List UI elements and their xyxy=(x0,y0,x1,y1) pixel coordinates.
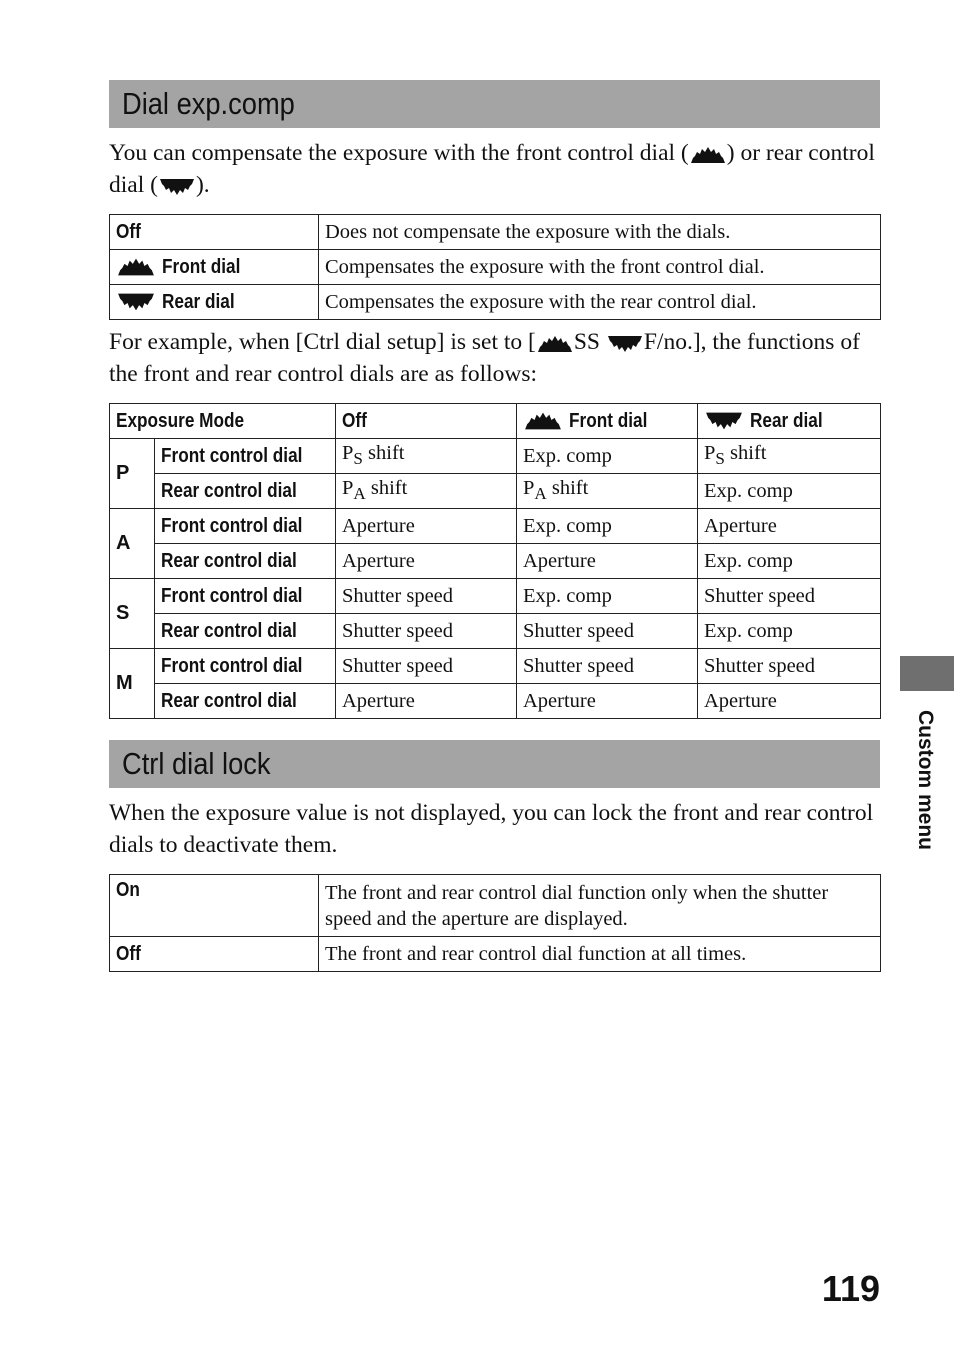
front-cell: $P_A$ shift xyxy=(517,474,698,509)
front-cell: Exp. comp xyxy=(517,509,698,544)
option-label: Off xyxy=(110,215,319,250)
table-row xyxy=(110,649,881,684)
side-tab-marker xyxy=(900,656,954,691)
header-front-dial: Front dial xyxy=(517,404,698,439)
front-cell: Aperture xyxy=(517,684,698,719)
table-header-row xyxy=(110,404,881,439)
example-paragraph xyxy=(109,326,884,390)
intro-text-a: You can compensate the exposure with the front control dial ( xyxy=(109,140,689,166)
lock-intro-paragraph: When the exposure value is not displayed, you can lock the front and rear control dials to deactivate them. xyxy=(109,800,874,858)
option-row-on xyxy=(110,875,881,937)
off-cell: Aperture xyxy=(336,684,517,719)
dial-cell: Front control dial xyxy=(155,649,336,684)
rear-dial-icon xyxy=(116,292,156,312)
off-cell: Aperture xyxy=(336,544,517,579)
mode-cell-s: S xyxy=(110,579,155,649)
option-description: Compensates the exposure with the front control dial. xyxy=(319,250,881,285)
example-text-fno: F/no.], the functions of the front and rear control dials are as follows: xyxy=(109,329,860,387)
option-label: Front dial xyxy=(110,250,319,285)
side-tab-label: Custom menu xyxy=(914,709,937,850)
section-heading-dial-exp-comp xyxy=(109,80,880,128)
intro-text-b: ) or rear control dial ( xyxy=(109,140,875,198)
intro-text-c: ). xyxy=(195,172,210,198)
option-row-off xyxy=(110,937,881,972)
option-label: Off xyxy=(110,937,319,972)
rear-cell: Exp. comp xyxy=(698,544,881,579)
front-dial-icon xyxy=(523,411,563,431)
header-rear-dial: Rear dial xyxy=(698,404,881,439)
dial-cell: Rear control dial xyxy=(155,474,336,509)
table-row xyxy=(110,684,881,719)
table-row xyxy=(110,474,881,509)
option-label: Rear dial xyxy=(110,285,319,320)
section-heading-ctrl-dial-lock xyxy=(109,740,880,788)
table-row xyxy=(110,439,881,474)
dial-cell: Rear control dial xyxy=(155,544,336,579)
ctrl-dial-lock-options-table xyxy=(109,874,881,972)
option-row-rear-dial xyxy=(110,285,881,320)
mode-cell-m: M xyxy=(110,649,155,719)
option-description: The front and rear control dial function at all times. xyxy=(319,937,881,972)
dial-cell: Front control dial xyxy=(155,439,336,474)
rear-cell: Exp. comp xyxy=(698,474,881,509)
page-number: 119 xyxy=(821,1268,880,1309)
front-cell: Exp. comp xyxy=(517,439,698,474)
front-cell: Exp. comp xyxy=(517,579,698,614)
intro-paragraph xyxy=(109,137,884,201)
option-description: Compensates the exposure with the rear control dial. xyxy=(319,285,881,320)
dial-cell: Front control dial xyxy=(155,509,336,544)
option-label: On xyxy=(110,875,319,937)
rear-cell: Shutter speed xyxy=(698,649,881,684)
dial-cell: Rear control dial xyxy=(155,684,336,719)
exposure-mode-table xyxy=(109,403,881,719)
off-cell: $P_S$ shift xyxy=(336,439,517,474)
option-row-front-dial xyxy=(110,250,881,285)
option-description: The front and rear control dial function only when the shutter speed and the aperture are displayed. xyxy=(319,875,881,937)
dial-exp-comp-options-table xyxy=(109,214,881,320)
rear-cell: Aperture xyxy=(698,509,881,544)
front-cell: Aperture xyxy=(517,544,698,579)
section-title: Dial exp.comp xyxy=(122,86,295,121)
mode-cell-p: P xyxy=(110,439,155,509)
option-row-off xyxy=(110,215,881,250)
rear-cell: Shutter speed xyxy=(698,579,881,614)
front-dial-icon xyxy=(689,146,727,164)
mode-cell-a: A xyxy=(110,509,155,579)
example-text-ss: SS xyxy=(573,329,600,355)
header-exposure-mode: Exposure Mode xyxy=(110,404,336,439)
table-row xyxy=(110,579,881,614)
off-cell: Shutter speed xyxy=(336,579,517,614)
rear-dial-icon xyxy=(158,178,196,196)
front-cell: Shutter speed xyxy=(517,614,698,649)
dial-cell: Front control dial xyxy=(155,579,336,614)
off-cell: Shutter speed xyxy=(336,649,517,684)
rear-dial-icon xyxy=(704,411,744,431)
table-row xyxy=(110,544,881,579)
rear-cell: $P_S$ shift xyxy=(698,439,881,474)
section-title: Ctrl dial lock xyxy=(122,746,271,781)
front-cell: Shutter speed xyxy=(517,649,698,684)
front-dial-icon xyxy=(116,257,156,277)
rear-cell: Aperture xyxy=(698,684,881,719)
example-text-a: For example, when [Ctrl dial setup] is set to [ xyxy=(109,329,536,355)
rear-dial-icon xyxy=(606,335,644,353)
table-row xyxy=(110,509,881,544)
header-off: Off xyxy=(336,404,517,439)
option-description: Does not compensate the exposure with the dials. xyxy=(319,215,881,250)
front-dial-icon xyxy=(536,335,574,353)
rear-cell: Exp. comp xyxy=(698,614,881,649)
off-cell: $P_A$ shift xyxy=(336,474,517,509)
dial-cell: Rear control dial xyxy=(155,614,336,649)
off-cell: Shutter speed xyxy=(336,614,517,649)
table-row xyxy=(110,614,881,649)
off-cell: Aperture xyxy=(336,509,517,544)
